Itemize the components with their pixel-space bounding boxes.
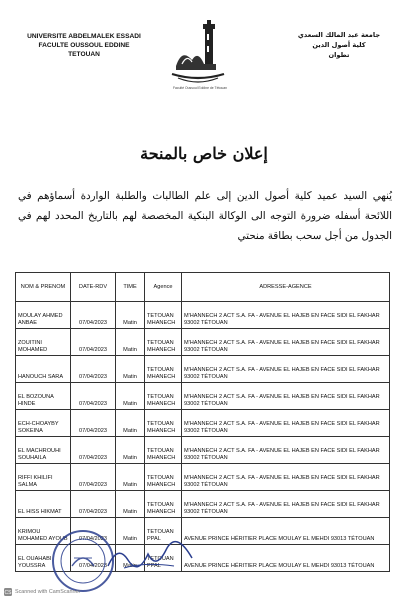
col-address-header: ADRESSE-AGENCE — [182, 273, 390, 302]
rdv-date: 07/04/2023 — [71, 329, 116, 356]
table-row — [16, 383, 390, 410]
agency-address: M'HANNECH 2 ACT S.A. FA - AVENUE EL HAJEB EN FACE SIDI EL FAKHAR 93002 TÉTOUAN — [182, 383, 390, 410]
agency-address: M'HANNECH 2 ACT S.A. FA - AVENUE EL HAJEB EN FACE SIDI EL FAKHAR 93002 TÉTOUAN — [182, 329, 390, 356]
rdv-date: 07/04/2023 — [71, 518, 116, 545]
rdv-date: 07/04/2023 — [71, 356, 116, 383]
student-name: EL MACHROUHI SOUHAILA — [16, 437, 71, 464]
rdv-time: Matin — [116, 545, 145, 572]
camscanner-icon — [4, 588, 12, 596]
table-row — [16, 437, 390, 464]
university-name-ar: جامعة عبد المالك السعدي — [297, 31, 381, 39]
rdv-date: 07/04/2023 — [71, 464, 116, 491]
agency-address: AVENUE PRINCE HÉRITIER PLACE MOULAY EL MEHDI 93013 TÉTOUAN — [182, 545, 390, 572]
university-name: UNIVERSITE ABDELMALEK ESSADI — [27, 33, 141, 40]
rdv-time: Matin — [116, 491, 145, 518]
rdv-time: Matin — [116, 383, 145, 410]
student-name: EL BOZOUNA HINDE — [16, 383, 71, 410]
table-row — [16, 329, 390, 356]
table-row — [16, 410, 390, 437]
rdv-date: 07/04/2023 — [71, 410, 116, 437]
rdv-time: Matin — [116, 329, 145, 356]
col-date-header: DATE-RDV — [71, 273, 116, 302]
university-header-ar — [284, 30, 394, 60]
rdv-date: 07/04/2023 — [71, 545, 116, 572]
rdv-date: 07/04/2023 — [71, 302, 116, 329]
agency: TETOUAN MHANECH — [145, 491, 182, 518]
student-name: MOULAY AHMED ANBAE — [16, 302, 71, 329]
rdv-time: Matin — [116, 356, 145, 383]
agency: TETOUAN MHANECH — [145, 302, 182, 329]
rdv-date: 07/04/2023 — [71, 383, 116, 410]
agency-address: AVENUE PRINCE HÉRITIER PLACE MOULAY EL MEHDI 93013 TÉTOUAN — [182, 518, 390, 545]
student-name: KRIMOU MOHAMED AYOUB — [16, 518, 71, 545]
faculty-logo — [168, 20, 228, 88]
table-row — [16, 491, 390, 518]
table-row — [16, 464, 390, 491]
rdv-time: Matin — [116, 464, 145, 491]
agency: TETOUAN MHANECH — [145, 383, 182, 410]
agency-address: M'HANNECH 2 ACT S.A. FA - AVENUE EL HAJEB EN FACE SIDI EL FAKHAR 93002 TÉTOUAN — [182, 356, 390, 383]
col-time-header: TIME — [116, 273, 145, 302]
student-name: HANOUCH SARA — [16, 356, 71, 383]
city-name-ar: تطوان — [328, 51, 350, 59]
agency: TETOUAN MHANECH — [145, 410, 182, 437]
scholarship-table — [15, 272, 390, 572]
agency: TETOUAN PPAL — [145, 518, 182, 545]
rdv-time: Matin — [116, 518, 145, 545]
agency-address: M'HANNECH 2 ACT S.A. FA - AVENUE EL HAJEB EN FACE SIDI EL FAKHAR 93002 TÉTOUAN — [182, 464, 390, 491]
logo-caption — [150, 86, 250, 91]
logo-caption-fr: Faculté Oussoul Eddine de Tétouan — [172, 86, 228, 90]
agency-address: M'HANNECH 2 ACT S.A. FA - AVENUE EL HAJEB EN FACE SIDI EL FAKHAR 93002 TÉTOUAN — [182, 491, 390, 518]
student-name: EL OUAHABI YOUSSRA — [16, 545, 71, 572]
col-agence-header: Agence — [145, 273, 182, 302]
announcement-title: إعلان خاص بالمنحة — [140, 144, 268, 163]
svg-text:CS: CS — [4, 590, 12, 596]
agency: TETOUAN MHANECH — [145, 464, 182, 491]
student-name: EL HISS HIKMAT — [16, 491, 71, 518]
scanner-watermark — [4, 588, 80, 596]
rdv-time: Matin — [116, 437, 145, 464]
col-name-header: NOM & PRENOM — [16, 273, 71, 302]
rdv-date: 07/04/2023 — [71, 437, 116, 464]
rdv-time: Matin — [116, 410, 145, 437]
agency: TETOUAN MHANECH — [145, 437, 182, 464]
agency: TETOUAN MHANECH — [145, 329, 182, 356]
student-name: ECH-CHOAYBY SOKEINA — [16, 410, 71, 437]
student-name: RIFFI KHILIFI SALMA — [16, 464, 71, 491]
rdv-time: Matin — [116, 302, 145, 329]
agency-address: M'HANNECH 2 ACT S.A. FA - AVENUE EL HAJEB EN FACE SIDI EL FAKHAR 93002 TÉTOUAN — [182, 410, 390, 437]
rdv-date: 07/04/2023 — [71, 491, 116, 518]
university-header-fr — [14, 32, 154, 59]
faculty-name: FACULTE OUSSOUL EDDINE — [38, 42, 130, 49]
agency-address: M'HANNECH 2 ACT S.A. FA - AVENUE EL HAJEB EN FACE SIDI EL FAKHAR 93002 TÉTOUAN — [182, 437, 390, 464]
student-name: ZOUITINI MOHAMED — [16, 329, 71, 356]
faculty-name-ar: كلية أصول الدين — [312, 41, 366, 49]
agency-address: M'HANNECH 2 ACT S.A. FA - AVENUE EL HAJEB EN FACE SIDI EL FAKHAR 93002 TÉTOUAN — [182, 302, 390, 329]
agency: TETOUAN MHANECH — [145, 356, 182, 383]
city-name: TETOUAN — [68, 51, 100, 58]
agency: TETOUAN PPAL — [145, 545, 182, 572]
table-row — [16, 302, 390, 329]
scanner-text: Scanned with CamScanner — [15, 589, 81, 595]
signature — [104, 540, 196, 574]
announcement-paragraph: يُنهي السيد عميد كلية أصول الدين إلى علم الطالبات والطلبة الواردة أسماؤهم في اللائحة أسفله ضرورة التوجه الى الوكالة البنكية المخصصة لهم بالتاريخ المحدد لهم في الجدول من أجل سحب بطاقة منحتي — [18, 190, 392, 242]
table-header-row — [16, 273, 390, 302]
table-row — [16, 356, 390, 383]
